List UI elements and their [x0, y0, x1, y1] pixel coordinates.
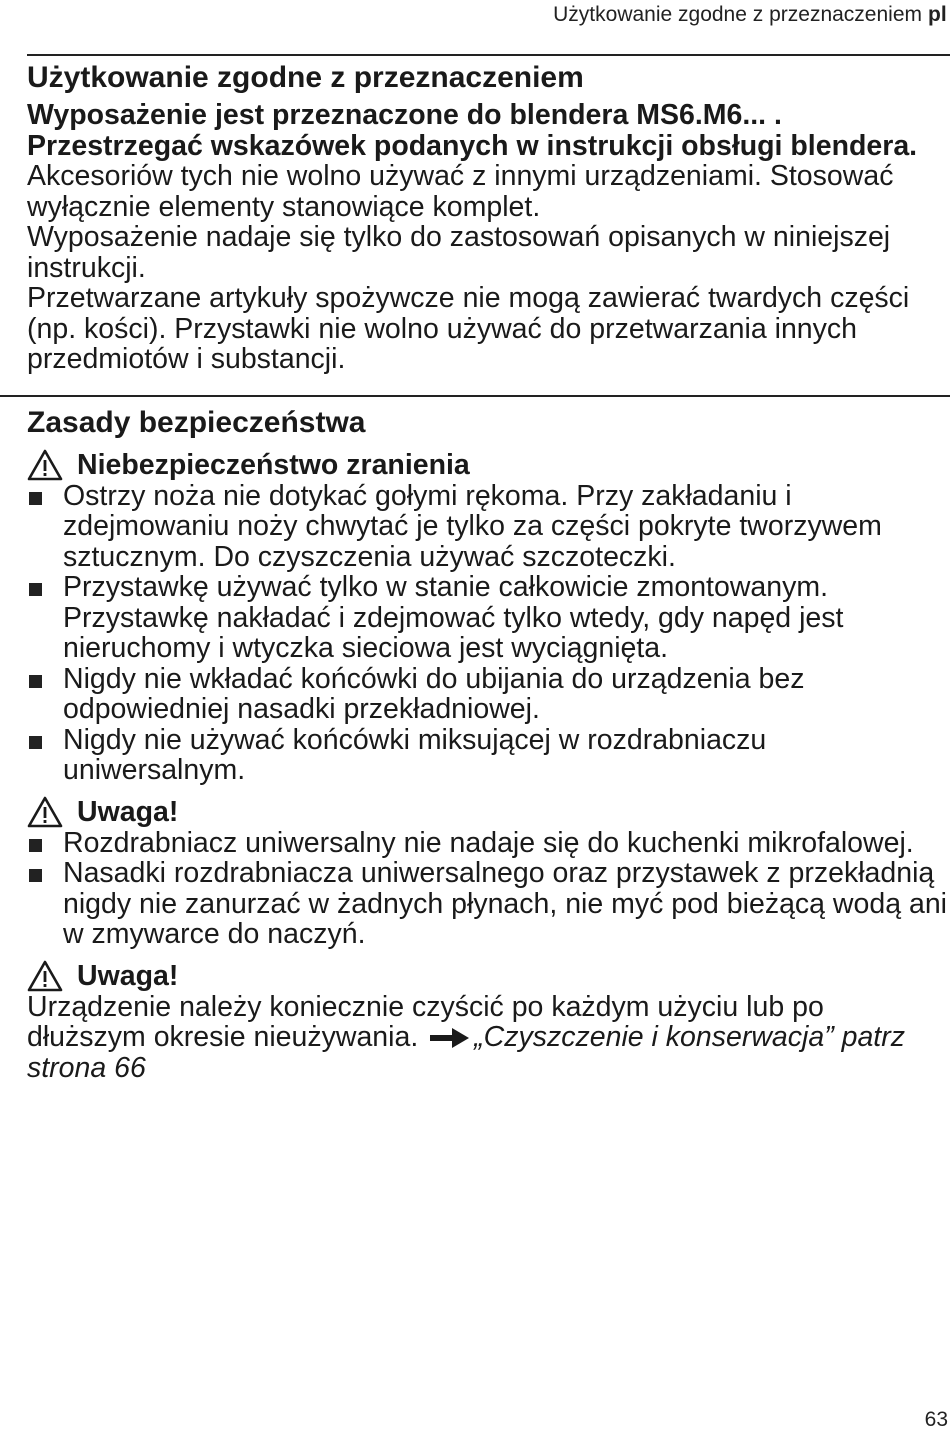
caution-label-1: Uwaga! [77, 795, 179, 828]
bullet-square-icon [29, 675, 42, 688]
arrow-right-icon [430, 1027, 470, 1049]
caution-label-2: Uwaga! [77, 959, 179, 992]
caution-title-2 [27, 960, 950, 992]
section-rule [0, 395, 950, 397]
caution-list [27, 828, 950, 950]
bullet-square-icon [29, 492, 42, 505]
list-item: Nigdy nie używać końcówki miksującej w rozdrabniaczu uniwersalnym. [27, 725, 950, 786]
bullet-square-icon [29, 839, 42, 852]
intended-use-heading: Użytkowanie zgodne z przeznaczeniem [27, 61, 584, 94]
injury-warning-label: Niebezpieczeństwo zranienia [77, 448, 470, 481]
warning-triangle-icon [27, 960, 63, 992]
bullet-square-icon [29, 583, 42, 596]
list-item: Przystawkę używać tylko w stanie całkowicie zmontowanym. Przystawkę nakładać i zdejmować tylko wtedy, gdy napęd jest nieruchomy i wtyczka sieciowa jest wyciągnięta. [27, 572, 950, 664]
page-number: 63 [924, 1408, 948, 1431]
safety-section [27, 395, 950, 1084]
caution-text [27, 992, 950, 1084]
list-item: Ostrzy noża nie dotykać gołymi rękoma. Przy zakładaniu i zdejmowaniu noży chwytać je tylko za części pokryte tworzywem sztucznym. Do czyszczenia używać szczoteczki. [27, 481, 950, 573]
list-item: Rozdrabniacz uniwersalny nie nadaje się do kuchenki mikrofalowej. [27, 828, 950, 859]
intended-use-bold-text: Wyposażenie jest przeznaczone do blendera MS6.M6... . Przestrzegać wskazówek podanych w instrukcji obsługi blendera. [27, 99, 918, 162]
intended-use-paragraph: Akcesoriów tych nie wolno używać z innymi urządzeniami. Stosować wyłącznie elementy stanowiące komplet. [27, 160, 894, 223]
bullet-square-icon [29, 869, 42, 882]
page-content [27, 60, 950, 1083]
list-item: Nasadki rozdrabniacza uniwersalnego oraz przystawek z przekładnią nigdy nie zanurzać w żadnych płynach, nie myć pod bieżącą wodą ani w zmywarce do naczyń. [27, 858, 950, 950]
intended-use-paragraph: Przetwarzane artykuły spożywcze nie mogą zawierać twardych części (np. kości). Przystawki nie wolno używać do przetwarzania innych przedmiotów i substancji. [27, 282, 910, 375]
header-rule [27, 54, 950, 56]
injury-list [27, 481, 950, 786]
warning-triangle-icon [27, 796, 63, 828]
intended-use-section [27, 60, 950, 375]
list-item: Nigdy nie wkładać końcówki do ubijania do urządzenia bez odpowiedniej nasadki przekładniowej. [27, 664, 950, 725]
warning-triangle-icon [27, 449, 63, 481]
safety-heading: Zasady bezpieczeństwa [27, 405, 366, 439]
cross-reference-link[interactable]: „Czyszczenie i konserwacja” patrz strona 66 [27, 1021, 905, 1084]
running-header-title: Użytkowanie zgodne z przeznaczeniem [553, 3, 922, 26]
caution-body: Urządzenie należy koniecznie czyścić po każdym użyciu lub po dłuższym okresie nieużywania. [27, 990, 824, 1053]
injury-warning-title [27, 449, 950, 481]
bullet-square-icon [29, 736, 42, 749]
intended-use-paragraph: Wyposażenie nadaje się tylko do zastosowań opisanych w niniejszej instrukcji. [27, 221, 891, 284]
language-tag: pl [928, 3, 947, 26]
caution-title-1 [27, 796, 950, 828]
